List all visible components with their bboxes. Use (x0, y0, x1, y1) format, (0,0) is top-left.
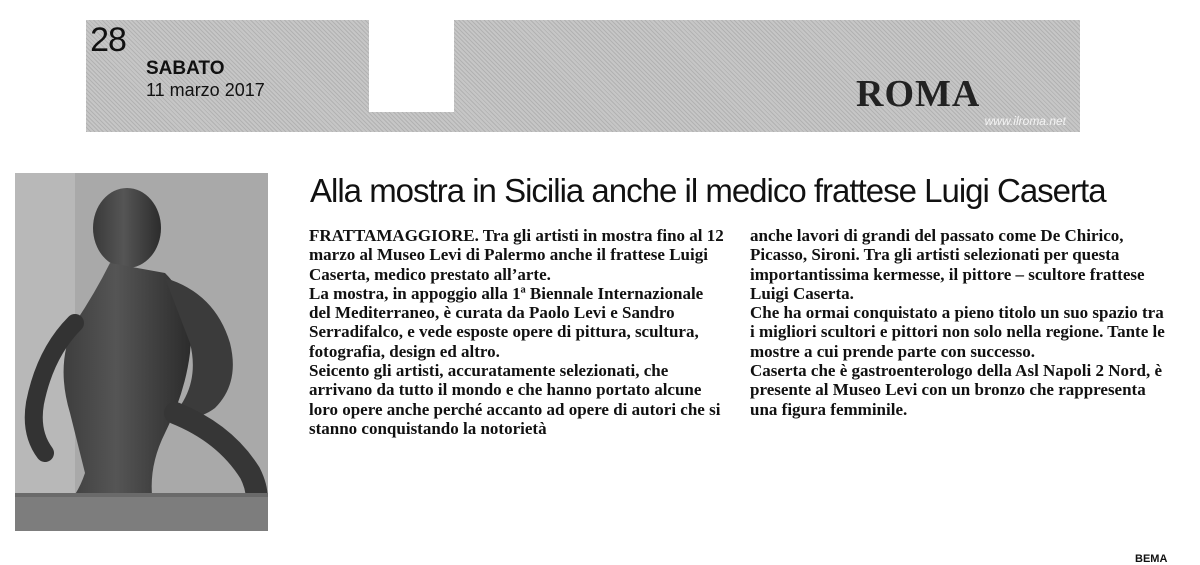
author-signature: BEMA (1135, 553, 1168, 565)
sculpture-image (15, 173, 268, 531)
banner-notch (369, 20, 454, 112)
newspaper-header-banner (86, 20, 1080, 132)
issue-date: 11 marzo 2017 (146, 80, 265, 100)
article-paragraph: Che ha ormai conquistato a pieno titolo un suo spazio tra i migliori scultori e pittori non solo nella regione. Tante le mostre a cui prende parte con successo. (750, 303, 1165, 361)
newspaper-website: www.ilroma.net (984, 114, 1066, 128)
article-headline: Alla mostra in Sicilia anche il medico frattese Luigi Caserta (310, 172, 1106, 209)
article-paragraph: La mostra, in appoggio alla 1ª Biennale Internazionale del Mediterraneo, è curata da Paolo Levi e Sandro Serradifalco, e vede esposte opere di pittura, scultura, fotografia, design ed altro. (309, 283, 704, 361)
article-paragraph: anche lavori di grandi del passato come De Chirico, Picasso, Sironi. Tra gli artisti selezionati per questa importantissima kermesse, il pittore – scultore frattese Luigi Caserta. (750, 226, 1145, 303)
page-number: 28 (90, 21, 126, 59)
newspaper-masthead: ROMA (856, 73, 981, 115)
article-paragraph: Seicento gli artisti, accuratamente selezionati, che arrivano da tutto il mondo e che hanno portato alcune loro opere anche perché accanto ad opere di autori che si stanno conquistando la notorietà (309, 361, 721, 438)
article-paragraph: Caserta che è gastroenterologo della Asl Napoli 2 Nord, è presente al Museo Levi con un bronzo che rappresenta una figura femminile. (750, 361, 1163, 419)
article-paragraph: FRATTAMAGGIORE. Tra gli artisti in mostra fino al 12 marzo al Museo Levi di Palermo anche il frattese Luigi Caserta, medico prestato all’arte. (309, 226, 724, 284)
issue-weekday: SABATO (146, 58, 225, 79)
bronze-sculpture-photo (15, 173, 268, 531)
article-column-left (309, 226, 729, 438)
article-column-right (750, 226, 1170, 419)
